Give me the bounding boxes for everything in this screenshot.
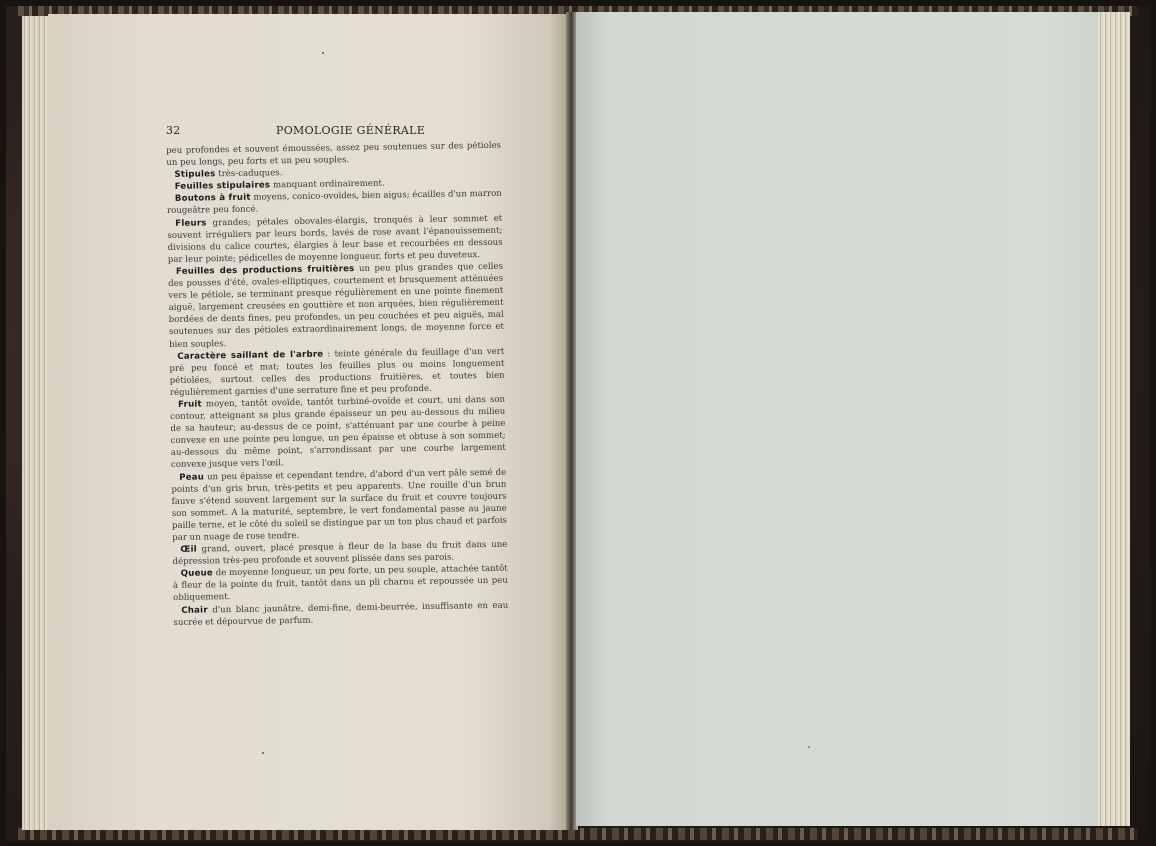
speck bbox=[262, 752, 264, 754]
entry-keyword: Fleurs bbox=[175, 217, 207, 229]
entry-text: un peu plus grandes que celles des pousses d'été, ovales-elliptiques, courtement et brusquement atténuées vers le pétiole, se terminant presque régulièrement en une pointe finement aiguë, largement creusées en gouttière et non arquées, bien régulièrement bordées de dents fines, peu profondes, un peu couchées et peu aiguës, mal soutenues sur des pétioles extraordinairement longs, de moyenne force et bien souples. bbox=[168, 261, 504, 350]
entry-text: manquant ordinairement. bbox=[270, 178, 385, 191]
entry-keyword: Œil bbox=[180, 544, 197, 555]
entry-keyword: Feuilles stipulaires bbox=[174, 180, 271, 193]
paragraph bbox=[169, 345, 505, 399]
page-number: 32 bbox=[166, 124, 181, 137]
entry-text: grand, ouvert, placé presque à fleur de la base du fruit dans une dépression très-peu profonde et souvent plissée dans ses parois. bbox=[172, 539, 508, 568]
entry-text: un peu épaisse et cependant tendre, d'abord d'un vert pâle semé de points d'un gris brun, très-petits et peu apparents. Une rouille d'un brun fauve s'étend souvent largement sur la surface du fruit et couvre toujours son sommet. A la maturité, septembre, le vert fondamental passe au jaune paille terne, et le côté du soleil se distingue par un ton plus chaud et parfois par un nuage de rose tendre. bbox=[171, 467, 508, 543]
entry-keyword: Boutons à fruit bbox=[174, 193, 251, 205]
paragraph bbox=[171, 466, 507, 544]
page-header bbox=[166, 124, 501, 140]
entry-keyword: Caractère saillant de l'arbre bbox=[177, 349, 324, 362]
entry-text: moyens, conico-ovoïdes, bien aigus; écailles d'un marron rougeâtre peu foncé. bbox=[166, 189, 502, 217]
right-page-blank bbox=[576, 12, 1098, 826]
speck bbox=[808, 746, 810, 748]
entry-text: grandes; pétales obovales-élargis, tronqués à leur sommet et souvent irréguliers par leurs bords, lavés de rose avant l'épanouissement; divisions du calice courtes, élargies à leur base et recourbées en dessous par leur pointe; pédicelles de moyenne longueur, forts et peu duveteux. bbox=[167, 213, 503, 265]
entry-text: de moyenne longueur, un peu forte, un peu souple, attachée tantôt à fleur de la pointe du fruit, tantôt dans un pli charnu et repoussée un peu obliquement. bbox=[172, 563, 508, 604]
speck bbox=[322, 52, 324, 54]
page-edges-right bbox=[1098, 12, 1130, 826]
entry-keyword: Stipules bbox=[174, 169, 216, 181]
entry-keyword: Feuilles des productions fruitières bbox=[175, 263, 355, 277]
entry-keyword: Fruit bbox=[178, 399, 202, 410]
entry-keyword: Queue bbox=[180, 568, 214, 580]
running-title: POMOLOGIE GÉNÉRALE bbox=[276, 124, 426, 137]
paragraph bbox=[168, 261, 504, 351]
entry-text: : teinte générale du feuillage d'un vert pré peu foncé et mat; toutes les feuilles plus ou moins longuement pétiolées, surtout celles des productions fruitières, et toutes bien régulièrement garnies d'une serrature fine et peu profonde. bbox=[169, 346, 505, 398]
entry-text: très-caduques. bbox=[215, 168, 283, 180]
entry-text: d'un blanc jaunâtre, demi-fine, demi-beurrée, insuffisante en eau sucrée et dépourvue de parfum. bbox=[173, 600, 509, 628]
entry-keyword: Chair bbox=[181, 604, 208, 616]
entry-text: peu profondes et souvent émoussées, assez peu soutenues sur des pétioles un peu longs, peu forts et un peu souples. bbox=[166, 140, 502, 169]
entry-text: moyen, tantôt ovoïde, tantôt turbiné-ovoïde et court, uni dans son contour, atteignant sa plus grande épaisseur un peu au-dessous du milieu de sa hauteur; au-dessus de ce point, s'atténuant par une courbe à peine convexe en une pointe peu longue, un peu épaisse et obtuse à son sommet; au-dessous du même point, s'arrondissant par une courbe largement convexe jusque vers l'œil. bbox=[170, 394, 506, 471]
page-body-text bbox=[166, 140, 509, 629]
paragraph bbox=[170, 394, 506, 472]
entry-keyword: Peau bbox=[179, 471, 205, 483]
paragraph bbox=[173, 563, 509, 605]
paragraph bbox=[167, 212, 503, 266]
